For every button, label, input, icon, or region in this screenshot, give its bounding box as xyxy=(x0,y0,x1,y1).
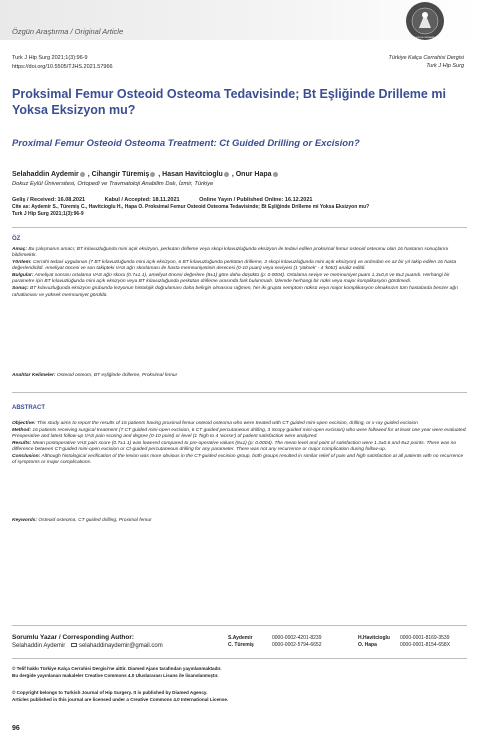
abstract-objective-text: This study aims to report the results of 16 patients having proximal femur osteoid osteoma who were treated with CT guided mini-open excision, drilling, or x-ray guided excision xyxy=(37,421,418,426)
divider xyxy=(12,625,467,626)
received-date: Geliş / Received: 16.08.2021 xyxy=(12,197,86,203)
orcid-id[interactable]: 0000-0002-4201-8239 xyxy=(272,635,322,641)
logo-text: TÜRKİYE KALÇA CERRAHİSİ DERGİSİ xyxy=(407,37,443,39)
orcid-ids-1 xyxy=(272,635,322,648)
oz-bulgular-label: Bulgular: xyxy=(12,273,34,279)
oz-keywords xyxy=(12,373,468,379)
abstract-conclusion-text: Although histological verification of the lesion was more obvious in the CT-guided excision group, both groups resulted in similar relief of pain and high satisfaction at all patients with no recurrence of symptoms or major complications. xyxy=(12,453,464,466)
orcid-name: H.Havitcioglu xyxy=(358,635,390,641)
orcid-names-1 xyxy=(228,635,254,648)
journal-reference: Turk J Hip Surg 2021;1(3):96-9 xyxy=(12,55,88,61)
copyright-tr xyxy=(12,666,452,679)
oz-yontem-label: Yöntem: xyxy=(12,260,32,266)
oz-yontem xyxy=(12,260,468,273)
orcid-icon[interactable] xyxy=(224,172,229,177)
oz-amac-label: Amaç: xyxy=(12,247,27,252)
oz-bulgular xyxy=(12,273,468,286)
citation-line-2: Turk J Hip Surg 2021;1(3):96-9 xyxy=(12,211,84,217)
citation xyxy=(12,204,467,218)
abstract-conclusion xyxy=(12,454,468,467)
copyright-en-line-2: Articles published in this journal are licensed under a Creative Commons 4.0 International License. xyxy=(12,696,229,702)
divider xyxy=(12,658,467,659)
abstract-keywords-text: Osteoid osteoma, CT guided drilling, Proximal femur xyxy=(38,518,152,523)
oz-sonuc-label: Sonuç: xyxy=(12,286,29,292)
abstract-method-text: 16 patients receiving surgical treatment (7 CT guided mini-open excision, 6 CT guided percutaneous drilling, 3 Scopy guided mini-open excision) who were followed for at least one year were evaluated. Preoperative and latest follow-up VAS pain scoring and degree (0-10 point) or level (1 'high to 4 'worse') of patient satisfaction were analyzed. xyxy=(12,427,467,440)
copyright-tr-line-2: Bu dergide yayınlanan makaleler Creative Commons 4.0 Uluslararası Lisans ile lisanslanmıştır. xyxy=(12,672,219,678)
abstract-objective xyxy=(12,421,468,427)
orcid-id[interactable]: 0000-0002-5794-6652 xyxy=(272,641,322,648)
article-type-label: Özgün Araştırma / Original Article xyxy=(12,27,124,36)
article-title-en: Proximal Femur Osteoid Osteoma Treatment: Ct Guided Drilling or Excision? xyxy=(12,138,360,149)
journal-name-abbr: Turk J Hip Surg xyxy=(426,63,464,69)
oz-keywords-label: Anahtar Kelimeler: xyxy=(12,373,56,378)
oz-amac xyxy=(12,247,468,260)
divider xyxy=(12,227,467,228)
oz-bulgular-text: Ameliyat sonrası ortalama VAS ağrı skoru (0.7±1.1), ameliyat öncesi değerlere (8±1) göre daha düşüktü (p: 0.0004). Ortalama seviye ve memnuniyet puanı 1,3±0,6 ve 8±2 puandı. Herhangi bir parametre için BT kılavuzluğunda mini açık eksizyon veya BT kılavuzluğunda perkütan drilleme arasında fark bulunmadı. İzlemde herhangi bir nüks veya major komplikasyon görülmedi. xyxy=(12,273,450,285)
accepted-date: Kabul / Accepted: 18.11.2021 xyxy=(104,197,180,203)
abstract-objective-label: Objective: xyxy=(12,421,36,426)
affiliation: Dokuz Eylül Üniversitesi, Ortopedi ve Travmatoloji Anabilim Dalı, İzmir, Türkiye xyxy=(12,181,214,187)
mail-icon xyxy=(71,643,77,647)
abstract-conclusion-label: Conclusion: xyxy=(12,453,41,459)
page-number: 96 xyxy=(12,725,20,732)
oz-heading: ÖZ xyxy=(12,236,21,242)
author-4: Onur Hapa xyxy=(235,171,272,178)
oz-yontem-text: Cerrahi tedavi uygulanan (7 BT kılavuzluğunda mini açık eksizyon, 6 BT kılavuzluğunda perkütan drilleme, 3 skopi kılavuzluğunda mini açık eksizyon) ve ardından en az bir yıl takip edilen 16 hasta değerlendirildi. Ameliyat öncesi ve son takipteki VAS ağrı skorlaması ile hasta memnuniyetinin derecesi (0-10 puan) veya seviyesi (1 'yüksek' - 4 'kötü') analiz edildi. xyxy=(12,260,457,272)
abstract-method xyxy=(12,428,468,441)
copyright-en-line-1: © Copyright belongs to Turkish Journal of Hip Surgery. It is published by Diamed Agency. xyxy=(12,690,208,695)
abstract-results-text: Mean postoperative VAS pain score (0.7±1.1) was lowered compared to pre-operative values (8±1) (p: 0.0004). The mean level and point of satisfaction were 1.3±0.6 and 8±2 points. There was no difference between CT-guided mini-open excision or Ct-guided percutaneous drilling for any parameter. There was not any recurrence or major complication during follow-up. xyxy=(12,440,457,453)
copyright-en xyxy=(12,690,452,703)
orcid-name: S.Aydemir xyxy=(228,635,253,641)
abstract-results xyxy=(12,441,468,454)
author-1: Selahaddin Aydemir xyxy=(12,171,79,178)
copyright-tr-line-1: © Telif hakkı Türkiye Kalça Cerrahisi Dergisi'ne aittir. Diamed Ajans tarafından yayınlanmaktadır. xyxy=(12,666,222,671)
oz-keywords-text: Osteoid osteom, BT eşliğinde drilleme, Proksimal femur xyxy=(56,373,178,378)
divider xyxy=(12,392,467,393)
orcid-names-2 xyxy=(358,635,390,648)
orcid-ids-2 xyxy=(400,635,450,648)
abstract-body xyxy=(12,421,468,467)
journal-name-block xyxy=(389,54,465,70)
abstract-heading: ABSTRACT xyxy=(12,405,45,411)
orcid-id[interactable]: 0000-0001-8169-3539 xyxy=(400,635,450,641)
abstract-keywords xyxy=(12,518,468,524)
author-3: Hasan Havitcioglu xyxy=(162,171,223,178)
oz-sonuc-text: BT kılavuzluğunda eksizyon grubunda lezyonun histolojik doğrulaması daha belirgin olmasına rağmen, her iki grupta semptom nüksü veya major komplikasyon olmaksızın tüm hastalarda benzer ağrı rahatlaması ve yüksek memnuniyet görüldü. xyxy=(12,286,459,298)
doi-link[interactable]: https://doi.org/10.5505/TJHS.2021.57966 xyxy=(12,64,113,70)
journal-name-tr: Türkiye Kalça Cerrahisi Dergisi xyxy=(388,55,464,61)
article-dates xyxy=(12,197,472,203)
abstract-method-label: Method: xyxy=(12,427,32,433)
author-list: Selahaddin Aydemir , Cihangir Türemiş , Hasan Havitcioglu , Onur Hapa xyxy=(12,170,472,179)
journal-logo xyxy=(405,1,445,41)
article-title-tr: Proksimal Femur Osteoid Osteoma Tedavisinde; Bt Eşliğinde Drilleme mi Yoksa Eksizyon mu? xyxy=(12,87,446,117)
orcid-icon[interactable] xyxy=(273,172,278,177)
online-date: Online Yayın / Published Online: 16.12.2021 xyxy=(199,197,313,203)
oz-amac-text: Bu çalışmanın amacı; BT kılavuzluğunda mini açık eksizyon, perkutan drilleme veya skopi kılavuzluğunda eksizyon ile tedavi edilen proksimal femur osteoid osteomu olan 16 hastanın sonuçlarını bildirmektir. xyxy=(12,247,449,259)
corresponding-author-email[interactable]: selahaddinaydemir@gmail.com xyxy=(78,643,163,649)
orcid-name: C. Türemiş xyxy=(228,641,254,648)
abstract-results-label: Results: xyxy=(12,440,32,446)
abstract-keywords-label: Keywords: xyxy=(12,518,38,523)
orcid-icon[interactable] xyxy=(150,172,155,177)
corresponding-author-heading: Sorumlu Yazar / Corresponding Author: xyxy=(12,634,135,641)
corresponding-author-name: Selahaddin Aydemir xyxy=(12,643,66,649)
oz-body xyxy=(12,247,468,299)
author-2: Cihangir Türemiş xyxy=(91,171,150,178)
orcid-name: O. Hapa xyxy=(358,641,377,648)
corresponding-author xyxy=(12,643,163,649)
orcid-icon[interactable] xyxy=(80,172,85,177)
journal-meta xyxy=(12,54,113,72)
oz-sonuc xyxy=(12,286,468,299)
citation-line-1: Cite as: Aydemir S., Türemiş C., Havitcioglu H., Hapa O. Proksimal Femur Osteoid Osteoma Tedavisinde; Bt Eşliğinde Drilleme mi Yoksa Eksizyon mu? xyxy=(12,204,370,210)
orcid-id[interactable]: 0000-0001-8154-658X xyxy=(400,641,451,648)
